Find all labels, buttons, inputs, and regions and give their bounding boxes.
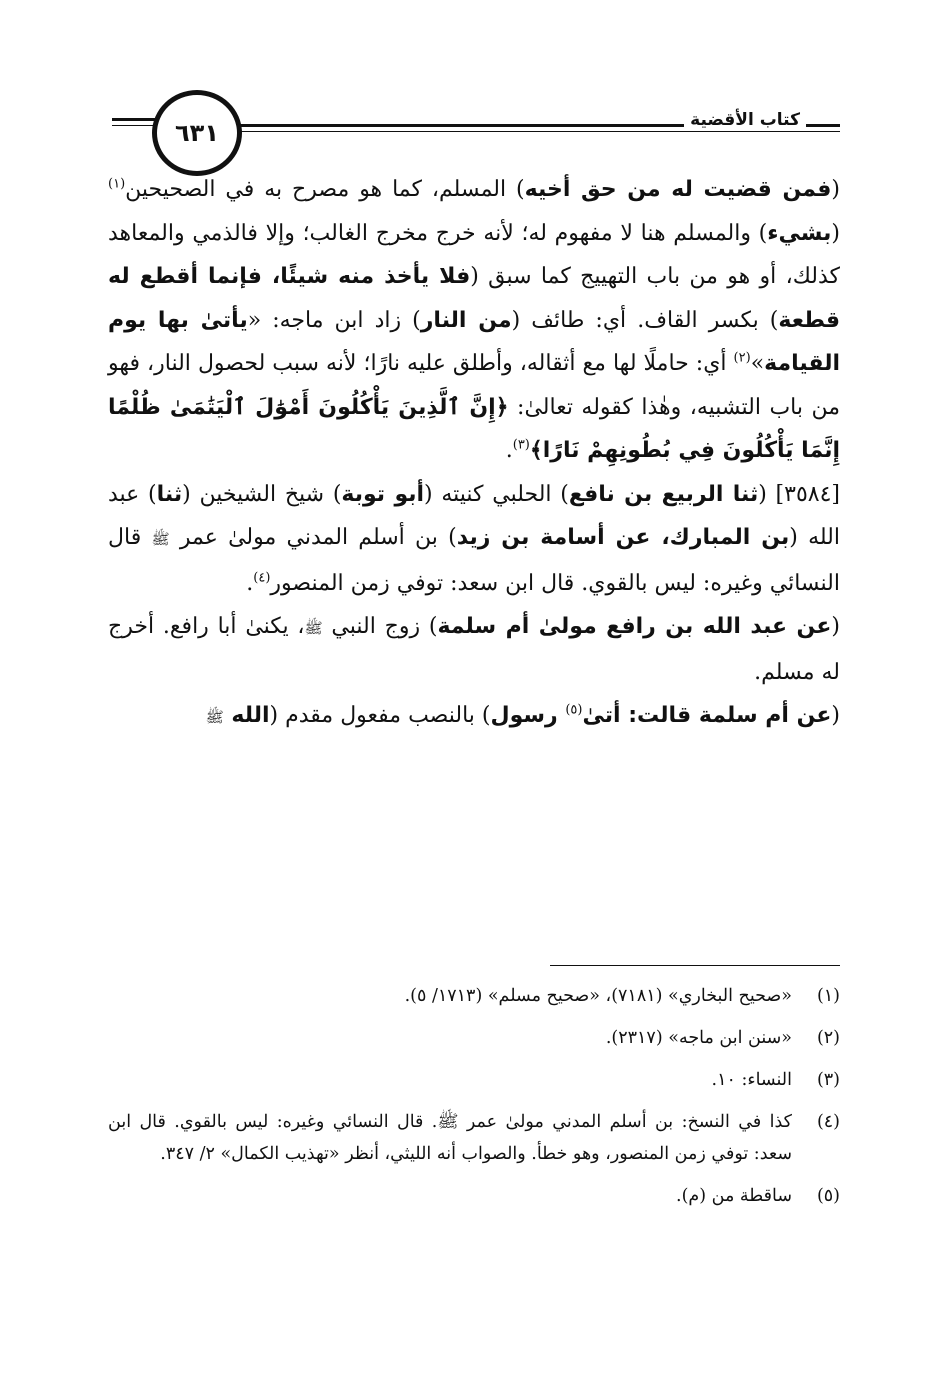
text-segment: أي: حاملًا لها مع أثقاله، وأطلق عليه نارًا؛ لأنه سبب لحصول النار، فهو من باب التشبيه، وهٰذا كقوله تعالىٰ: — [108, 351, 840, 420]
bold-segment: ثنا الربيع بن نافع — [568, 481, 759, 507]
bold-segment: ثنا — [156, 481, 183, 507]
footnote-number: (٤) — [816, 1112, 840, 1132]
bold-segment: يأتىٰ بها يوم القيامة — [108, 307, 840, 376]
bold-segment: أبو توبة — [341, 481, 425, 507]
main-text — [108, 168, 840, 740]
text-segment: ) عبد الله ( — [108, 481, 840, 550]
bold-segment: فلا يأخذ منه شيئًا، فإنما أقطع له قطعة — [108, 264, 840, 333]
footnote-number: (١) — [816, 986, 840, 1006]
page-number-circle — [152, 90, 242, 176]
text-segment: ( — [831, 177, 840, 202]
paragraph-2 — [108, 473, 840, 606]
bold-segment: من النار — [420, 307, 512, 333]
text-segment: ، يكنىٰ أبا رافع. أخرج له مسلم. — [108, 614, 840, 685]
page-number: ٦٣١ — [175, 119, 219, 147]
bold-segment: فمن قضيت له من حق أخيه — [524, 177, 832, 202]
footnote-ref-1: (١) — [108, 176, 126, 192]
text-segment: ) بالنصب مفعول مقدم ( — [269, 703, 491, 728]
footnote — [108, 980, 840, 1012]
footnote-number: (٣) — [816, 1070, 840, 1090]
text-segment: ) بكسر القاف. أي: طائف ( — [511, 307, 779, 333]
text-segment: ( — [831, 220, 840, 246]
page-header — [112, 88, 840, 170]
honorific-symbol: ﷺ — [205, 708, 224, 726]
footnote — [108, 1180, 840, 1212]
paragraph-1 — [108, 168, 840, 473]
text-segment: . — [505, 438, 513, 463]
footnote-text: كذا في النسخ: بن أسلم المدني مولىٰ عمر ﷺ. قال النسائي وغيره: ليس بالقوي. قال ابن سعد: توفي زمن المنصور، وهو خطأ. والصواب أنه الليثي، أنظر «تهذيب الكمال» ٢/ ٣٤٧. — [108, 1112, 792, 1164]
text-segment: ) زاد ابن ماجه: « — [247, 307, 421, 333]
quran-verse: ﴿إِنَّ ٱلَّذِينَ يَأْكُلُونَ أَمْوَٰلَ ٱلْيَتَٰمَىٰ ظُلْمًا إِنَّمَا يَأْكُلُونَ فِي بُطُونِهِمْ نَارًا﴾ — [108, 394, 840, 463]
text-segment: ) شيخ الشيخين ( — [182, 481, 342, 507]
paragraph-4 — [108, 694, 840, 740]
footnote-number: (٥) — [816, 1186, 840, 1206]
text-segment: ) المسلم، كما هو مصرح به في الصحيحين — [125, 177, 525, 202]
text-segment: ( — [831, 703, 840, 728]
text-segment: قال النسائي وغيره: ليس بالقوي. قال ابن سعد: توفي زمن المنصور — [108, 525, 840, 596]
text-segment: . — [246, 570, 254, 596]
footnote-text: النساء: ١٠. — [711, 1070, 792, 1090]
text-segment: ) بن أسلم المدني مولىٰ عمر — [169, 525, 457, 550]
text-segment: ( — [831, 614, 840, 639]
footnote-ref-5: (٥) — [565, 702, 583, 718]
footnote-number: (٢) — [816, 1028, 840, 1048]
bold-segment: رسول — [490, 703, 566, 728]
text-segment: » — [750, 351, 765, 376]
honorific-symbol: ﷺ — [151, 530, 170, 548]
footnote — [108, 1106, 840, 1170]
hadith-number: [٣٥٨٤] ( — [758, 481, 840, 507]
footnote-text: «سنن ابن ماجه» (٢٣١٧). — [605, 1028, 792, 1048]
running-title: كتاب الأقضية — [684, 110, 806, 130]
footnote-ref-4: (٤) — [253, 570, 271, 586]
bold-segment: الله — [223, 703, 270, 728]
footnotes — [108, 980, 840, 1222]
footnote-separator — [550, 965, 840, 966]
honorific-symbol: ﷺ — [304, 619, 323, 637]
footnote-text: ساقطة من (م). — [676, 1186, 792, 1206]
footnote — [108, 1064, 840, 1096]
footnote — [108, 1022, 840, 1054]
bold-segment: بن المبارك، عن أسامة بن زيد — [456, 525, 790, 550]
text-segment: ) والمسلم هنا لا مفهوم له؛ لأنه خرج مخرج الغالب؛ وإلا فالذمي والمعاهد كذلك، أو هو من باب التهييج كما سبق ( — [108, 220, 840, 289]
paragraph-3 — [108, 605, 840, 694]
bold-segment: بشيء — [767, 220, 832, 246]
footnote-ref-2: (٢) — [733, 350, 751, 366]
text-segment: ) الحلبي كنيته ( — [424, 481, 569, 507]
bold-segment: عن أم سلمة قالت: أتىٰ — [582, 703, 832, 728]
bold-segment: عن عبد الله بن رافع مولىٰ أم سلمة — [437, 614, 832, 639]
header-rule-right-bottom — [230, 131, 840, 132]
footnote-text: «صحيح البخاري» (٧١٨١)، «صحيح مسلم» (١٧١٣/ ٥). — [404, 986, 792, 1006]
footnote-ref-3: (٣) — [512, 437, 530, 453]
text-segment: ) زوج النبي — [322, 614, 438, 639]
